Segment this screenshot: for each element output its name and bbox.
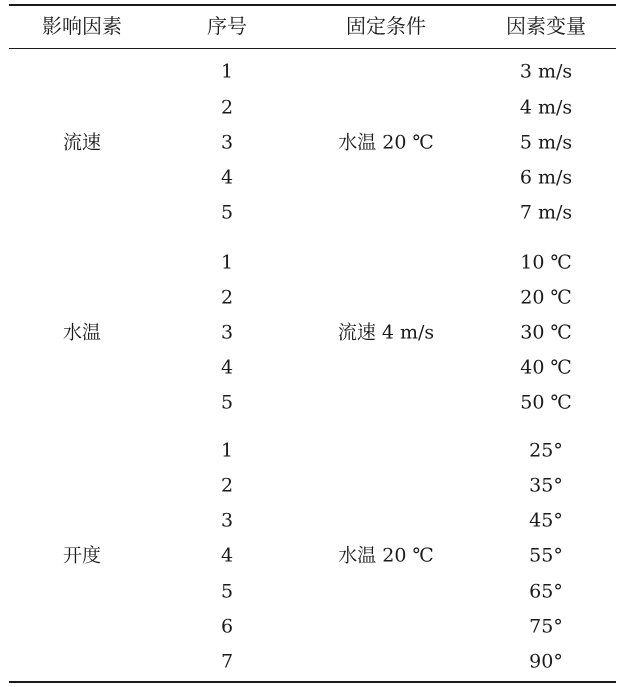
row-index-cell: 5	[220, 391, 234, 414]
variable-value-cell: 5 m/s	[519, 131, 573, 154]
row-index-cell: 3	[220, 321, 234, 344]
variable-value-cell: 50 ℃	[520, 391, 572, 414]
row-index-cell: 7	[220, 650, 234, 673]
row-index-cell: 1	[220, 251, 234, 274]
condition-cell: 水温 20 ℃	[338, 131, 434, 154]
variable-value-cell: 55°	[529, 544, 563, 567]
header-condition: 固定条件	[346, 14, 426, 38]
row-index-cell: 2	[220, 286, 234, 309]
row-index-cell: 2	[220, 96, 234, 119]
variable-value-cell: 40 ℃	[520, 356, 572, 379]
row-index-cell: 2	[220, 474, 234, 497]
header-variable: 因素变量	[506, 14, 586, 38]
row-index-cell: 3	[220, 131, 234, 154]
header-factor: 影响因素	[42, 14, 122, 38]
table-bottom-rule	[9, 681, 616, 683]
variable-value-cell: 25°	[529, 439, 563, 462]
header-index: 序号	[207, 14, 247, 38]
factor-cell: 水温	[62, 321, 102, 344]
row-index-cell: 4	[220, 166, 234, 189]
variable-value-cell: 65°	[529, 580, 563, 603]
table-header-rule	[9, 48, 616, 49]
table-top-rule	[9, 4, 616, 6]
factor-cell: 流速	[62, 131, 102, 154]
variable-value-cell: 3 m/s	[519, 60, 573, 83]
variable-value-cell: 30 ℃	[520, 321, 572, 344]
condition-cell: 流速 4 m/s	[337, 321, 435, 344]
row-index-cell: 1	[220, 60, 234, 83]
row-index-cell: 1	[220, 439, 234, 462]
variable-value-cell: 20 ℃	[520, 286, 572, 309]
variable-value-cell: 45°	[529, 509, 563, 532]
row-index-cell: 6	[220, 615, 234, 638]
variable-value-cell: 90°	[529, 650, 563, 673]
row-index-cell: 4	[220, 544, 234, 567]
row-index-cell: 3	[220, 509, 234, 532]
condition-cell: 水温 20 ℃	[338, 544, 434, 567]
row-index-cell: 5	[220, 201, 234, 224]
variable-value-cell: 6 m/s	[519, 166, 573, 189]
row-index-cell: 4	[220, 356, 234, 379]
variable-value-cell: 35°	[529, 474, 563, 497]
variable-value-cell: 10 ℃	[520, 251, 572, 274]
variable-value-cell: 7 m/s	[519, 201, 573, 224]
row-index-cell: 5	[220, 580, 234, 603]
variable-value-cell: 75°	[529, 615, 563, 638]
variable-value-cell: 4 m/s	[519, 96, 573, 119]
factor-cell: 开度	[62, 544, 102, 567]
